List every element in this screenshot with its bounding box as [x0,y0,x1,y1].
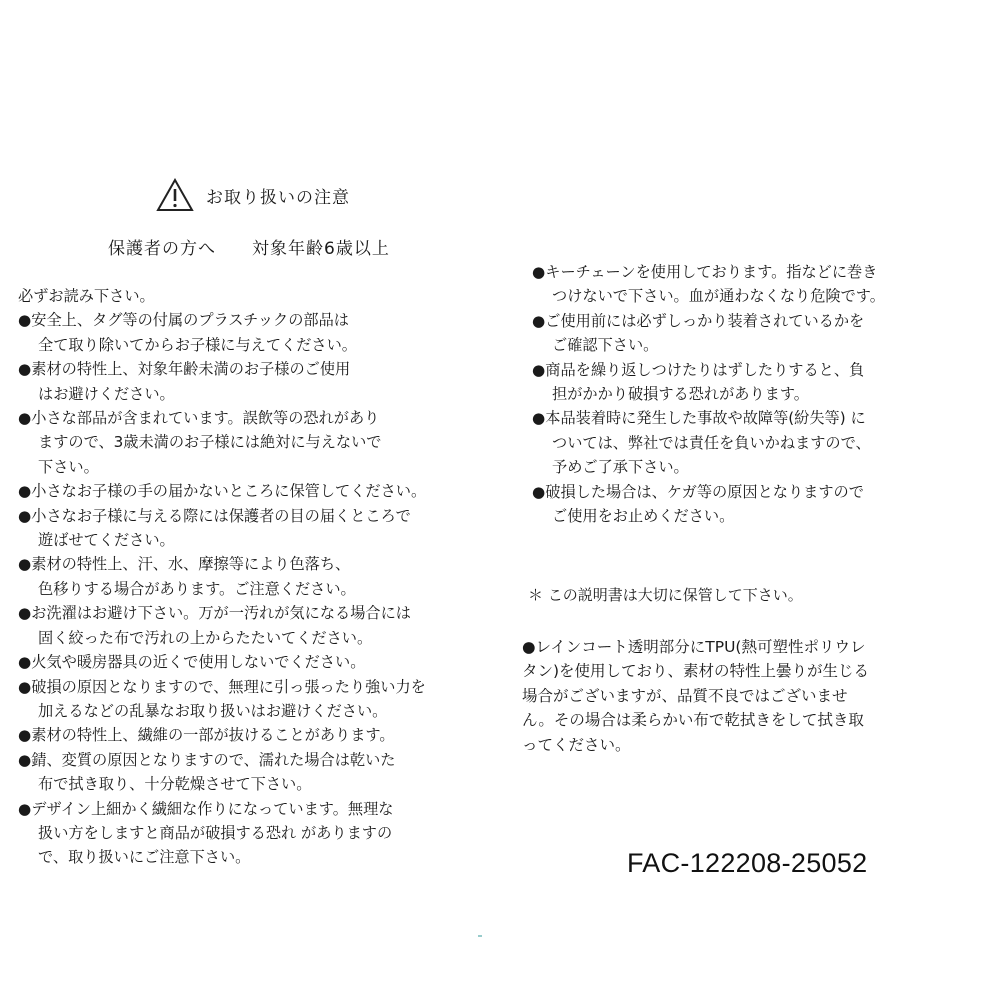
caution-line: ご使用をお止めください。 [552,507,735,526]
tpu-line: タン)を使用しており、素材の特性上曇りが生じる [522,662,870,681]
caution-line: ●素材の特性上、繊維の一部が抜けることがあります。 [18,726,395,745]
caution-line: ●キーチェーンを使用しております。指などに巻き [532,263,878,281]
tpu-line: ん。その場合は柔らかい布で乾拭きをして拭き取 [522,711,864,730]
caution-line: ●破損した場合は、ケガ等の原因となりますので [532,482,864,501]
caution-line: 下さい。 [38,457,99,476]
caution-line: ●素材の特性上、対象年齢未満のお子様のご使用 [18,360,351,379]
caution-line: で、取り扱いにご注意下さい。 [38,848,251,867]
caution-line: ご確認下さい。 [552,336,659,355]
caution-line: ●ご使用前には必ずしっかり装着されているかを [532,311,865,330]
tpu-line: ●レインコート透明部分にTPU(熱可塑性ポリウレ [522,638,866,656]
caution-line: 遊ばせてください。 [38,531,175,550]
caution-line: ●小さな部品が含まれています。誤飲等の恐れがあり [18,409,380,428]
caution-line: ついては、弊社では責任を負いかねますので、 [552,433,871,452]
caution-line: ●火気や暖房器具の近くで使用しないでください。 [18,653,366,672]
caution-line: 固く絞った布で汚れの上からたたいてください。 [38,628,373,647]
notice-subtitle: 保護者の方へ 対象年齢6歳以上 [108,239,390,259]
caution-line: 予めご了承下さい。 [552,458,689,477]
caution-line: ●デザイン上細かく繊細な作りになっています。無理な [18,799,394,818]
caution-line: ●素材の特性上、汗、水、摩擦等により色落ち、 [18,555,351,574]
caution-line: 布で拭き取り、十分乾燥させて下さい。 [38,775,312,794]
caution-line: 色移りする場合があります。ご注意ください。 [38,579,356,598]
caution-line: ●本品装着時に発生した事故や故障等(紛失等) に [532,409,866,428]
warning-triangle-icon [156,178,194,212]
caution-line: 全て取り除いてからお子様に与えてください。 [38,335,357,354]
caution-line: ●商品を繰り返しつけたりはずしたりすると、負 [532,360,865,379]
product-code: FAC-122208-25052 [627,848,868,878]
keep-instructions-note: ＊ この説明書は大切に保管して下さい。 [528,586,803,604]
caution-line: はお避けください。 [38,384,175,403]
tpu-line: ってください。 [522,735,631,754]
caution-line: ●破損の原因となりますので、無理に引っ張ったり強い力を [18,677,426,696]
tpu-note [522,635,992,757]
caution-line: ますので、3歳未満のお子様には絶対に与えないで [38,433,382,452]
left-caution-list [18,284,478,870]
scan-speck [478,935,482,937]
tpu-line: 場合がございますが、品質不良ではございませ [522,686,848,705]
caution-line: ●小さなお子様の手の届かないところに保管してください。 [18,482,427,501]
notice-header [156,178,350,212]
caution-line: ●錆、変質の原因となりますので、濡れた場合は乾いた [18,750,396,769]
caution-line: 加えるなどの乱暴なお取り扱いはお避けください。 [38,701,388,720]
caution-line: ●安全上、タグ等の付属のプラスチックの部品は [18,311,349,330]
caution-line: つけないで下さい。血が通わなくなり危険です。 [552,287,885,306]
caution-line: ●小さなお子様に与える際には保護者の目の届くところで [18,506,411,525]
notice-title: お取り扱いの注意 [206,187,350,208]
caution-line: 担がかかり破損する恐れがあります。 [552,385,809,404]
caution-line: 必ずお読み下さい。 [18,287,155,305]
caution-line: ●お洗濯はお避け下さい。万が一汚れが気になる場合には [18,604,411,623]
caution-line: 扱い方をしますと商品が破損する恐れ がありますの [38,823,393,842]
right-caution-list [532,260,972,528]
